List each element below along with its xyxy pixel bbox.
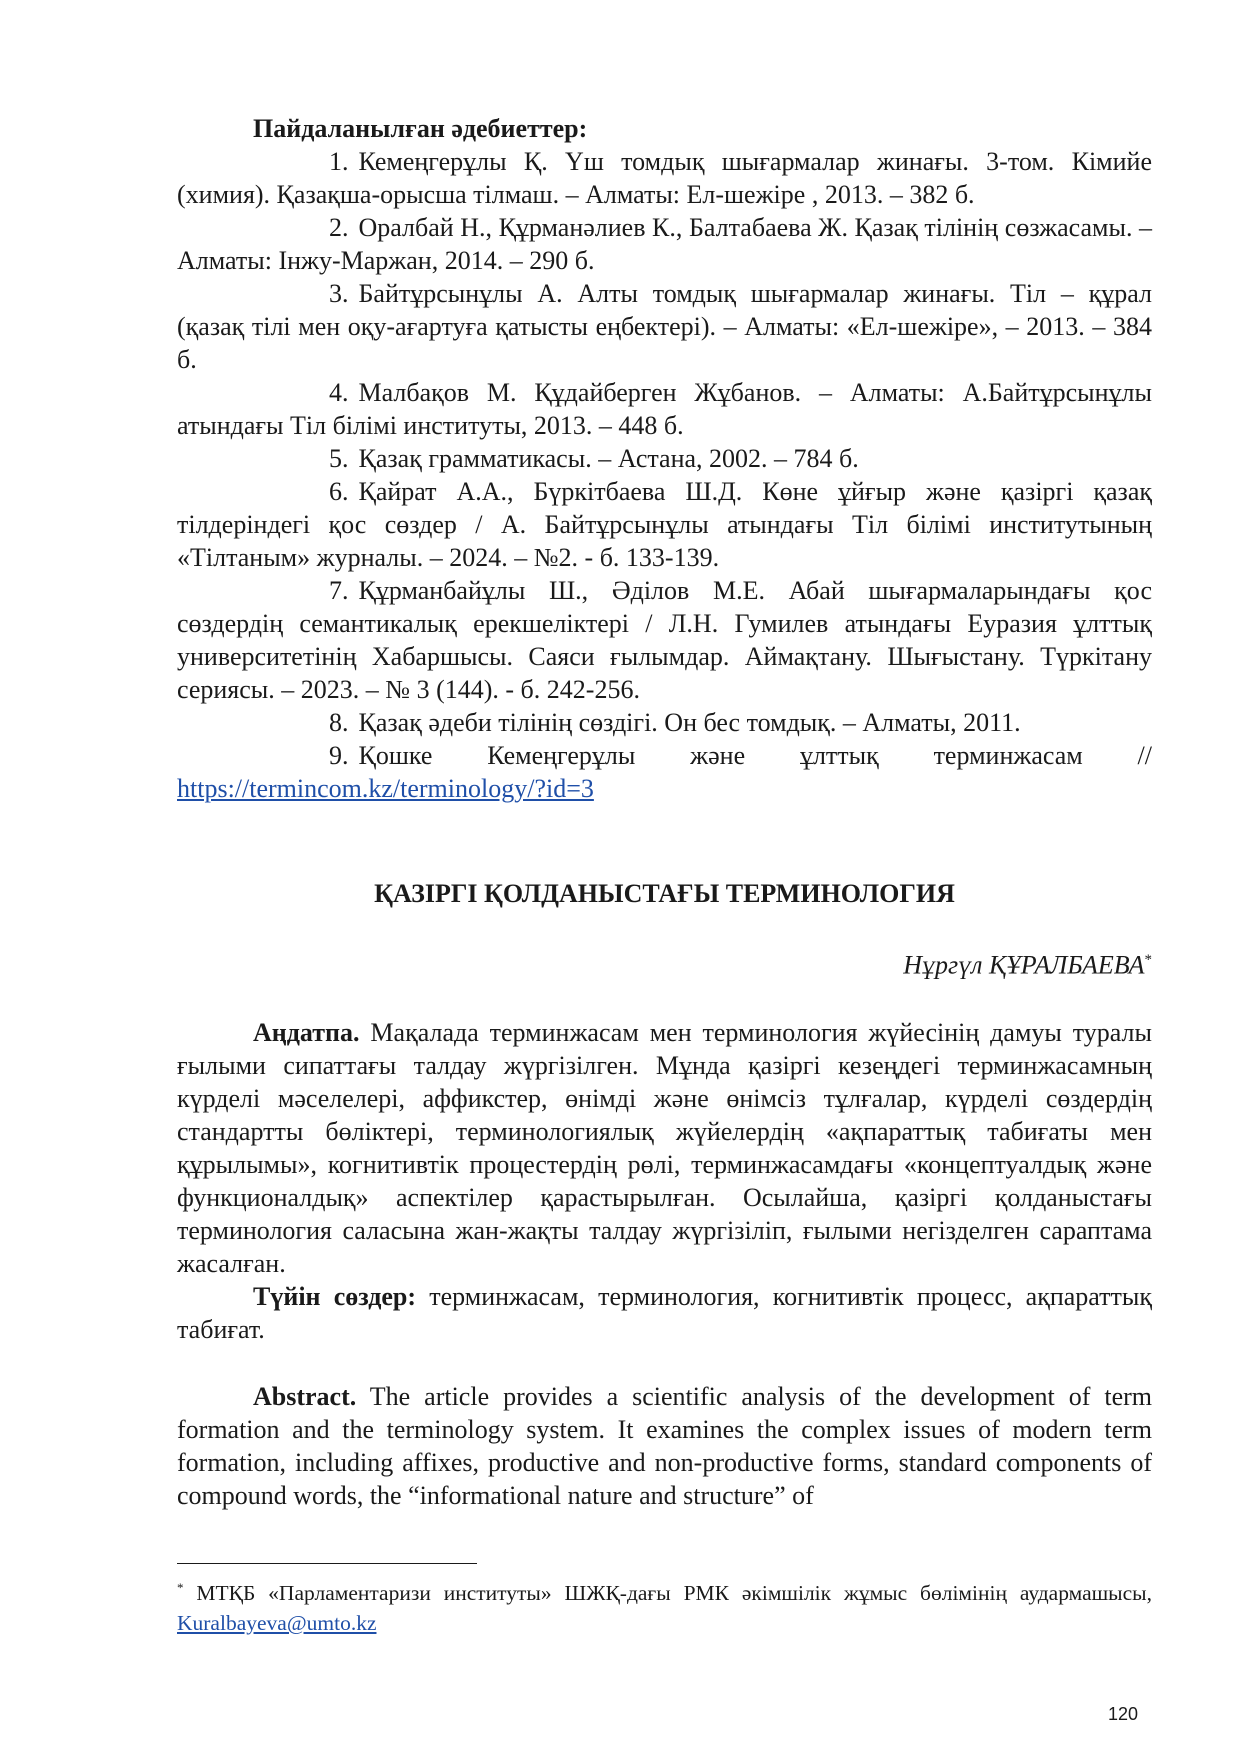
andatpa-section bbox=[177, 1016, 1152, 1346]
article-author bbox=[177, 944, 1152, 982]
reference-number: 8. bbox=[329, 708, 349, 737]
andatpa-text: Мақалада терминжасам мен терминология жүйесінің дамуы туралы ғылыми сипаттағы талдау жүргізілген. Мұнда қазіргі кезеңдегі терминжасамның күрделі мәселелері, аффикстер, өнімді және өнімсіз тұлғалар, күрделі сөздердің стандартты бөліктері, терминологиялық жүйелердің «ақпараттық табиғаты мен құрылымы», когнитивтік процестердің рөлі, терминжасамдағы «концептуалдық және функционалдық» аспектілер қарастырылған. Осылайша, қазіргі қолданыстағы терминология саласына жан-жақты талдау жүргізіліп, ғылыми негізделген сараптама жасалған. bbox=[177, 1017, 1152, 1278]
reference-number: 1. bbox=[329, 147, 349, 176]
footnote-divider bbox=[177, 1563, 477, 1564]
footnote-email-link[interactable]: Kuralbayeva@umto.kz bbox=[177, 1611, 377, 1636]
author-footnote-mark: * bbox=[1144, 952, 1152, 968]
reference-text: Оралбай Н., Құрманәлиев К., Балтабаева Ж. Қазақ тілінің сөзжасамы. – Алматы: Інжу-Маржан, 2014. – 290 б. bbox=[177, 213, 1152, 275]
reference-item bbox=[177, 706, 1152, 739]
page-number: 120 bbox=[1108, 1704, 1139, 1724]
reference-item bbox=[177, 211, 1152, 277]
reference-number: 6. bbox=[329, 477, 349, 506]
reference-link-line bbox=[177, 772, 1152, 805]
reference-text: Қазақ әдеби тілінің сөздігі. Он бес томдық. – Алматы, 2011. bbox=[358, 708, 1021, 737]
reference-number: 2. bbox=[329, 213, 349, 242]
footnote-text: МТҚБ «Парламентаризи институты» ШЖҚ-дағы РМК әкімшілік жұмыс бөлімінің аудармашысы, bbox=[183, 1581, 1152, 1606]
reference-number: 5. bbox=[329, 444, 349, 473]
reference-number: 7. bbox=[329, 576, 349, 605]
reference-text: Қошке Кемеңгерұлы және ұлттық терминжасам // bbox=[358, 741, 1152, 770]
references-list bbox=[177, 145, 1152, 805]
reference-number: 9. bbox=[329, 741, 349, 770]
reference-item bbox=[177, 376, 1152, 442]
page-body bbox=[177, 112, 1152, 1512]
reference-text: Байтұрсынұлы А. Алты томдық шығармалар жинағы. Тіл – құрал (қазақ тілі мен оқу-ағартуға қатысты еңбектері). – Алматы: «Ел-шежіре», – 2013. – 384 б. bbox=[177, 279, 1152, 374]
reference-item bbox=[177, 145, 1152, 211]
references-heading: Пайдаланылған әдебиеттер: bbox=[253, 114, 588, 143]
reference-number: 4. bbox=[329, 378, 349, 407]
reference-link[interactable]: https://termincom.kz/terminology/?id=3 bbox=[177, 774, 594, 803]
reference-number: 3. bbox=[329, 279, 349, 308]
andatpa-paragraph bbox=[177, 1016, 1152, 1280]
author-name: Нұргүл ҚҰРАЛБАЕВА bbox=[903, 950, 1145, 980]
keywords-label: Түйін сөздер: bbox=[253, 1281, 417, 1311]
reference-text: Кемеңгерұлы Қ. Үш томдық шығармалар жинағы. 3-том. Кімийе (химия). Қазақша-орысша тілмаш. – Алматы: Ел-шежіре , 2013. – 382 б. bbox=[177, 147, 1152, 209]
abstract-section bbox=[177, 1380, 1152, 1512]
footnote bbox=[177, 1573, 1152, 1638]
reference-item bbox=[177, 442, 1152, 475]
reference-item bbox=[177, 475, 1152, 574]
andatpa-label: Аңдатпа. bbox=[253, 1017, 360, 1047]
reference-text: Құрманбайұлы Ш., Әділов М.Е. Абай шығармаларындағы қос сөздердің семантикалық ерекшеліктері / Л.Н. Гумилев атындағы Еуразия ұлттық университетінің Хабаршысы. Саяси ғылымдар. Аймақтану. Шығыстану. Түркітану сериясы. – 2023. – № 3 (144). - б. 242-256. bbox=[177, 576, 1152, 704]
keywords-text: терминжасам, терминология, когнитивтік процесс, ақпараттық табиғат. bbox=[177, 1281, 1152, 1344]
footnote-mark: * bbox=[177, 1580, 184, 1595]
reference-text: Қазақ грамматикасы. – Астана, 2002. – 784 б. bbox=[358, 444, 859, 473]
keywords-paragraph bbox=[177, 1280, 1152, 1346]
abstract-label: Abstract. bbox=[253, 1381, 357, 1411]
abstract-text: The article provides a scientific analysis of the development of term formation and the terminology system. It examines the complex issues of modern term formation, including affixes, productive and non-productive forms, standard components of compound words, the “informational nature and structure” of bbox=[177, 1381, 1152, 1510]
reference-text: Қайрат А.А., Бүркітбаева Ш.Д. Көне ұйғыр және қазіргі қазақ тілдеріндегі қос сөздер / А. Байтұрсынұлы атындағы Тіл білімі институтының «Тілтаным» журналы. – 2024. – №2. - б. 133-139. bbox=[177, 477, 1152, 572]
reference-text: Малбақов М. Құдайберген Жұбанов. – Алматы: А.Байтұрсынұлы атындағы Тіл білімі институты, 2013. – 448 б. bbox=[177, 378, 1152, 440]
reference-item bbox=[177, 739, 1152, 772]
article-title: ҚАЗІРГІ ҚОЛДАНЫСТАҒЫ ТЕРМИНОЛОГИЯ bbox=[374, 879, 955, 908]
reference-item bbox=[177, 277, 1152, 376]
abstract-paragraph bbox=[177, 1380, 1152, 1512]
reference-item bbox=[177, 574, 1152, 706]
